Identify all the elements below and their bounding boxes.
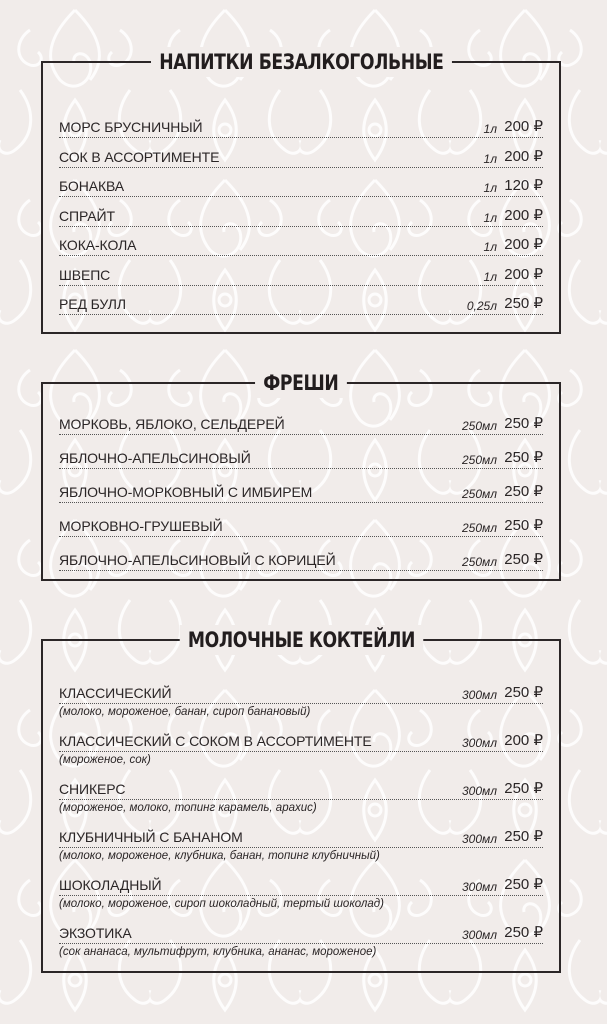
menu-item-price: 200 ₽ <box>504 236 543 253</box>
section-title-text: НАПИТКИ БЕЗАЛКОГОЛЬНЫЕ <box>151 47 452 77</box>
menu-item-volume: 1л <box>483 122 497 136</box>
menu-item-name: ЯБЛОЧНО-МОРКОВНЫЙ С ИМБИРЕМ <box>59 484 313 500</box>
menu-item <box>59 478 543 503</box>
menu-item-row <box>59 113 543 138</box>
menu-item-name: ЯБЛОЧНО-АПЕЛЬСИНОВЫЙ <box>59 450 251 466</box>
section-title <box>43 625 559 655</box>
menu-item <box>59 410 543 435</box>
section-milkshakes <box>41 628 561 973</box>
menu-item-name: ШОКОЛАДНЫЙ <box>59 877 162 893</box>
menu-item-price: 250 ₽ <box>504 415 543 432</box>
menu-item-row <box>59 261 543 286</box>
menu-item-price: 250 ₽ <box>504 924 543 941</box>
menu-item-name: ЯБЛОЧНО-АПЕЛЬСИНОВЫЙ С КОРИЦЕЙ <box>59 552 336 568</box>
menu-item <box>59 172 543 197</box>
menu-item-row <box>59 679 543 704</box>
menu-item <box>59 231 543 256</box>
menu-item-name: КЛАССИЧЕСКИЙ <box>59 685 172 701</box>
menu-item-volume: 300мл <box>461 688 497 702</box>
menu-item-row <box>59 727 543 752</box>
menu-item-row <box>59 172 543 197</box>
menu-item-name: СОК В АССОРТИМЕНТЕ <box>59 148 220 165</box>
menu-item-volume: 300мл <box>461 880 497 894</box>
menu-item-volume: 250мл <box>461 453 497 467</box>
menu-item-name: КОКА-КОЛА <box>59 237 137 253</box>
menu-item-row <box>59 871 543 896</box>
menu-item-volume: 1л <box>483 240 497 254</box>
menu-item-name: ЭКЗОТИКА <box>59 925 132 941</box>
menu-item-description: (мороженое, молоко, топинг карамель, арахис) <box>59 802 317 814</box>
menu-item-name: СПРАЙТ <box>59 207 115 224</box>
menu-item-name: СНИКЕРС <box>59 781 126 797</box>
menu-item-volume: 250мл <box>461 419 497 433</box>
menu-item-row <box>59 478 543 503</box>
section-title-text: МОЛОЧНЫЕ КОКТЕЙЛИ <box>179 625 423 655</box>
menu-item <box>59 512 543 537</box>
menu-item-row <box>59 444 543 469</box>
section-title <box>43 47 559 77</box>
menu-item-volume: 300мл <box>461 736 497 750</box>
menu-item-name: КЛУБНИЧНЫЙ С БАНАНОМ <box>59 829 243 845</box>
menu-item-description: (молоко, мороженое, сироп шоколадный, тертый шоколад) <box>59 898 384 910</box>
menu-item-price: 250 ₽ <box>504 483 543 500</box>
menu-item-name: БОНАКВА <box>59 178 125 194</box>
menu-item <box>59 143 543 168</box>
menu-item-row <box>59 143 543 168</box>
menu-item-price: 250 ₽ <box>504 828 543 845</box>
menu-item-volume: 250мл <box>461 555 497 569</box>
menu-item <box>59 775 543 814</box>
section-fresh-juices <box>41 371 561 581</box>
menu-item-name: МОРКОВЬ, ЯБЛОКО, СЕЛЬДЕРЕЙ <box>59 416 285 432</box>
menu-item-name: ШВЕПС <box>59 266 111 283</box>
menu-item-price: 250 ₽ <box>504 449 543 466</box>
menu-item-row <box>59 546 543 571</box>
menu-item-price: 250 ₽ <box>504 780 543 797</box>
menu-item-price: 250 ₽ <box>504 551 543 568</box>
menu-item-row <box>59 410 543 435</box>
menu-item-row <box>59 512 543 537</box>
menu-item-name: МОРС БРУСНИЧНЫЙ <box>59 119 203 135</box>
menu-item <box>59 546 543 571</box>
menu-item-name: МОРКОВНО-ГРУШЕВЫЙ <box>59 518 223 534</box>
menu-item-price: 120 ₽ <box>504 177 543 194</box>
menu-item <box>59 727 543 766</box>
menu-item-price: 250 ₽ <box>504 295 543 312</box>
menu-item-price: 250 ₽ <box>504 517 543 534</box>
menu-item <box>59 290 543 315</box>
menu-item-row <box>59 202 543 227</box>
menu-item-volume: 250мл <box>461 487 497 501</box>
menu-item-description: (сок ананаса, мультифрут, клубника, ананас, мороженое) <box>59 946 377 958</box>
menu-item <box>59 444 543 469</box>
menu-item-volume: 1л <box>483 181 497 195</box>
menu-item-name: РЕД БУЛЛ <box>59 296 126 312</box>
menu-item-row <box>59 290 543 315</box>
menu-item-name: КЛАССИЧЕСКИЙ С СОКОМ В АССОРТИМЕНТЕ <box>59 733 372 749</box>
menu-item-price: 200 ₽ <box>504 206 543 224</box>
menu-item-description: (мороженое, сок) <box>59 754 151 766</box>
menu-item-volume: 250мл <box>461 521 497 535</box>
section-title-text: ФРЕШИ <box>255 368 347 398</box>
section-title <box>43 368 559 398</box>
menu-item-volume: 300мл <box>461 784 497 798</box>
menu-item <box>59 679 543 718</box>
menu-item <box>59 113 543 138</box>
menu-item-volume: 300мл <box>461 832 497 846</box>
menu-item-price: 200 ₽ <box>504 118 543 135</box>
menu-item-row <box>59 231 543 256</box>
menu-item-volume: 1л <box>483 269 497 284</box>
menu-item-description: (молоко, мороженое, банан, сироп банановый) <box>59 706 311 718</box>
menu-item-description: (молоко, мороженое, клубника, банан, топинг клубничный) <box>59 850 380 862</box>
menu-item-row <box>59 823 543 848</box>
section-soft-drinks <box>41 50 561 334</box>
menu-item-volume: 0,25л <box>466 299 497 313</box>
menu-item-price: 250 ₽ <box>504 876 543 893</box>
menu-item-row <box>59 919 543 944</box>
menu-item <box>59 202 543 227</box>
menu-item-volume: 1л <box>483 151 497 166</box>
menu-item <box>59 823 543 862</box>
menu-item-volume: 300мл <box>461 928 497 942</box>
menu-item-price: 200 ₽ <box>504 732 543 749</box>
menu-item-price: 200 ₽ <box>504 265 543 283</box>
menu-item-volume: 1л <box>483 210 497 225</box>
menu-item <box>59 871 543 910</box>
menu-item-price: 200 ₽ <box>504 147 543 165</box>
menu-item <box>59 919 543 958</box>
menu-item <box>59 261 543 286</box>
menu-item-row <box>59 775 543 800</box>
menu-item-price: 250 ₽ <box>504 684 543 701</box>
